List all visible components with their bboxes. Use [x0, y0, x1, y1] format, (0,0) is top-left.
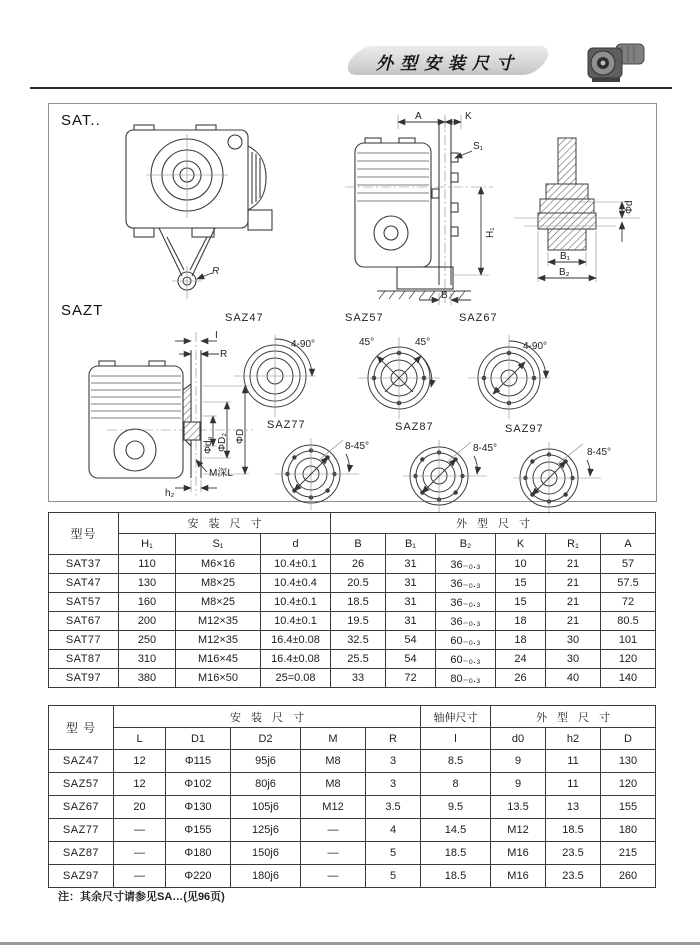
table-subheader-row: [49, 534, 656, 555]
table-cell: 21: [546, 593, 601, 612]
table-cell: 23.5: [546, 865, 601, 888]
column-header: L: [114, 728, 166, 750]
table-cell: M16×45: [176, 650, 261, 669]
table-cell: 180j6: [231, 865, 301, 888]
table-cell: 13.5: [491, 796, 546, 819]
flange-angle-label: 4-90°: [523, 341, 548, 352]
group-header-outline: 外型尺寸: [491, 706, 656, 728]
sat-bushing-section-drawing: [494, 132, 654, 290]
table-cell: 4: [366, 819, 421, 842]
page-footer-rule: [0, 942, 700, 945]
sazt-series-label: SAZT: [61, 302, 104, 319]
dim-label-k: K: [465, 111, 472, 122]
dim-label-a: A: [415, 111, 422, 122]
table-cell: 21: [546, 612, 601, 631]
table-cell: 130: [601, 750, 656, 773]
dim-label-phi-d-big: ΦD: [235, 428, 246, 444]
table-cell: 40: [546, 669, 601, 688]
table-cell: 9: [491, 750, 546, 773]
table-cell: 33: [331, 669, 386, 688]
column-header: l: [421, 728, 491, 750]
table-cell: 10.4±0.1: [261, 612, 331, 631]
table-cell: 3: [366, 750, 421, 773]
model-cell: SAZ97: [49, 865, 114, 888]
table-row: [49, 669, 656, 688]
table-cell: 23.5: [546, 842, 601, 865]
table-cell: 36₋₀.₃: [436, 574, 496, 593]
table-cell: 18.5: [421, 842, 491, 865]
table-cell: 60₋₀.₃: [436, 631, 496, 650]
column-header: B: [331, 534, 386, 555]
flange-angle-left-label: 45°: [359, 337, 375, 348]
table-cell: M8: [301, 750, 366, 773]
flange-saz67-drawing: [451, 309, 601, 421]
table-cell: 130: [119, 574, 176, 593]
table-cell: 26: [331, 555, 386, 574]
table-row: [49, 796, 656, 819]
column-header: K: [496, 534, 546, 555]
table-row: [49, 650, 656, 669]
dim-label-r2: R: [220, 349, 228, 360]
table-row: [49, 631, 656, 650]
table-cell: —: [301, 865, 366, 888]
table-row: [49, 819, 656, 842]
table-cell: —: [114, 842, 166, 865]
group-header-install: 安装尺寸: [119, 513, 331, 534]
table-cell: 9: [491, 773, 546, 796]
column-header-model: 型号: [49, 513, 119, 555]
table-cell: 21: [546, 574, 601, 593]
table-cell: 16.4±0.08: [261, 631, 331, 650]
table-cell: 18: [496, 631, 546, 650]
table-cell: M12: [491, 819, 546, 842]
table-cell: 32.5: [331, 631, 386, 650]
sat-dimensions-table: [48, 512, 656, 688]
table-cell: 26: [496, 669, 546, 688]
table-cell: —: [301, 819, 366, 842]
table-cell: 60₋₀.₃: [436, 650, 496, 669]
table-cell: 180: [601, 819, 656, 842]
flange-angle-label: 4-90°: [291, 339, 316, 350]
column-header: B₂: [436, 534, 496, 555]
table-cell: 9.5: [421, 796, 491, 819]
table-row: [49, 574, 656, 593]
table-cell: 260: [601, 865, 656, 888]
header-rule: [30, 87, 672, 89]
table-cell: 11: [546, 773, 601, 796]
table-cell: 101: [601, 631, 656, 650]
table-cell: 105j6: [231, 796, 301, 819]
table-cell: 19.5: [331, 612, 386, 631]
table-cell: 10.4±0.1: [261, 555, 331, 574]
model-cell: SAZ57: [49, 773, 114, 796]
flange-saz97-drawing: [497, 420, 647, 520]
table-cell: 15: [496, 574, 546, 593]
table-cell: 16.4±0.08: [261, 650, 331, 669]
dim-label-b: B: [441, 290, 448, 301]
column-header: h2: [546, 728, 601, 750]
column-header: S₁: [176, 534, 261, 555]
table-cell: 18: [496, 612, 546, 631]
flange-label: SAZ67: [459, 312, 498, 324]
table-cell: 12: [114, 750, 166, 773]
flange-label: SAZ77: [267, 419, 306, 431]
table-cell: —: [301, 842, 366, 865]
column-header: A: [601, 534, 656, 555]
table-cell: 54: [386, 650, 436, 669]
dim-label-b2: B₂: [559, 267, 570, 278]
sat-front-view-drawing: [104, 118, 309, 302]
table-cell: 25=0.08: [261, 669, 331, 688]
flange-angle-label: 8-45°: [345, 441, 370, 452]
table-cell: 120: [601, 773, 656, 796]
table-cell: 57: [601, 555, 656, 574]
dim-label-b1: B₁: [560, 251, 571, 262]
flange-saz77-drawing: [259, 416, 399, 516]
table-cell: 24: [496, 650, 546, 669]
flange-label: SAZ87: [395, 421, 434, 433]
model-cell: SAZ47: [49, 750, 114, 773]
table-cell: 95j6: [231, 750, 301, 773]
table-cell: 36₋₀.₃: [436, 555, 496, 574]
table-cell: 80.5: [601, 612, 656, 631]
flange-angle-right-label: 45°: [415, 337, 431, 348]
table-cell: 21: [546, 555, 601, 574]
table-cell: Φ115: [166, 750, 231, 773]
table-cell: M16: [491, 842, 546, 865]
model-cell: SAT67: [49, 612, 119, 631]
column-header: H₁: [119, 534, 176, 555]
table-cell: 200: [119, 612, 176, 631]
column-header: R: [366, 728, 421, 750]
table-header-row: [49, 513, 656, 534]
table-cell: Φ155: [166, 819, 231, 842]
table-cell: 31: [386, 555, 436, 574]
table-cell: M16×50: [176, 669, 261, 688]
table-cell: 36₋₀.₃: [436, 612, 496, 631]
model-cell: SAT87: [49, 650, 119, 669]
table-cell: 72: [386, 669, 436, 688]
model-cell: SAT77: [49, 631, 119, 650]
dim-label-phi-d2: ΦD₂: [217, 432, 228, 452]
dim-label-h1: H₁: [485, 227, 496, 238]
table-cell: Φ130: [166, 796, 231, 819]
table-cell: 25.5: [331, 650, 386, 669]
flange-label: SAZ97: [505, 423, 544, 435]
table-cell: 150j6: [231, 842, 301, 865]
table-cell: 160: [119, 593, 176, 612]
table-cell: 18.5: [331, 593, 386, 612]
page-title: 外型安装尺寸: [376, 54, 520, 73]
model-cell: SAZ77: [49, 819, 114, 842]
flange-label: SAZ57: [345, 312, 384, 324]
table-cell: —: [114, 865, 166, 888]
table-cell: 310: [119, 650, 176, 669]
flange-label: SAZ47: [225, 312, 264, 324]
column-header: R₁: [546, 534, 601, 555]
table-cell: 10.4±0.4: [261, 574, 331, 593]
table-cell: 155: [601, 796, 656, 819]
dim-label-s1: S₁: [473, 141, 484, 152]
table-cell: M6×16: [176, 555, 261, 574]
table-header-row: [49, 706, 656, 728]
table-cell: 110: [119, 555, 176, 574]
saz-dimensions-table: [48, 705, 656, 888]
model-cell: SAT47: [49, 574, 119, 593]
table-cell: 125j6: [231, 819, 301, 842]
sat-series-label: SAT..: [61, 112, 101, 129]
gearmotor-photo: [576, 34, 652, 88]
table-cell: M12×35: [176, 631, 261, 650]
column-header-model: 型 号: [49, 706, 114, 750]
table-cell: 31: [386, 574, 436, 593]
table-cell: 57.5: [601, 574, 656, 593]
table-cell: 13: [546, 796, 601, 819]
table-row: [49, 842, 656, 865]
table-cell: 15: [496, 593, 546, 612]
table-row: [49, 773, 656, 796]
table-cell: 18.5: [546, 819, 601, 842]
table-cell: 10.4±0.1: [261, 593, 331, 612]
table-cell: 20.5: [331, 574, 386, 593]
column-header: D2: [231, 728, 301, 750]
table-cell: 250: [119, 631, 176, 650]
table-cell: 12: [114, 773, 166, 796]
table-row: [49, 750, 656, 773]
table-cell: 72: [601, 593, 656, 612]
column-header: D1: [166, 728, 231, 750]
flange-angle-label: 8-45°: [473, 443, 498, 454]
table-cell: Φ102: [166, 773, 231, 796]
table-cell: 30: [546, 650, 601, 669]
table-cell: 3: [366, 773, 421, 796]
dim-label-h2: h₂: [165, 488, 175, 499]
group-header-install: 安装尺寸: [114, 706, 421, 728]
column-header: d: [261, 534, 331, 555]
table-cell: 8.5: [421, 750, 491, 773]
column-header: d0: [491, 728, 546, 750]
column-header: B₁: [386, 534, 436, 555]
table-cell: 18.5: [421, 865, 491, 888]
table-cell: 120: [601, 650, 656, 669]
flange-angle-label: 8-45°: [587, 447, 612, 458]
table-cell: 31: [386, 612, 436, 631]
table-cell: Φ180: [166, 842, 231, 865]
dim-label-r: R: [212, 266, 220, 277]
drawings-panel: [48, 103, 657, 502]
table-row: [49, 555, 656, 574]
table-cell: 140: [601, 669, 656, 688]
group-header-shaft: 轴伸尺寸: [421, 706, 491, 728]
table-cell: Φ220: [166, 865, 231, 888]
table-cell: 215: [601, 842, 656, 865]
model-cell: SAZ87: [49, 842, 114, 865]
model-cell: SAZ67: [49, 796, 114, 819]
dim-label-phi-d: Φd: [624, 200, 635, 214]
model-cell: SAT57: [49, 593, 119, 612]
table-cell: M8×25: [176, 574, 261, 593]
table-cell: M12×35: [176, 612, 261, 631]
table-row: [49, 865, 656, 888]
dim-label-i: I: [215, 330, 218, 341]
table-row: [49, 612, 656, 631]
column-header: M: [301, 728, 366, 750]
table-cell: 380: [119, 669, 176, 688]
table-row: [49, 593, 656, 612]
dim-label-m-depth: M深L: [209, 468, 233, 479]
table-cell: 8: [421, 773, 491, 796]
table-cell: 14.5: [421, 819, 491, 842]
column-header: D: [601, 728, 656, 750]
group-header-outline: 外型尺寸: [331, 513, 656, 534]
table-cell: 30: [546, 631, 601, 650]
table-cell: 20: [114, 796, 166, 819]
table-cell: 80₋₀.₃: [436, 669, 496, 688]
table-cell: 11: [546, 750, 601, 773]
table-cell: 10: [496, 555, 546, 574]
table-cell: M12: [301, 796, 366, 819]
model-cell: SAT97: [49, 669, 119, 688]
table-subheader-row: [49, 728, 656, 750]
table-cell: 54: [386, 631, 436, 650]
table-cell: 5: [366, 865, 421, 888]
table-cell: 36₋₀.₃: [436, 593, 496, 612]
footnote: 注：其余尺寸请参见SA…(见96页): [58, 891, 225, 903]
table-cell: 31: [386, 593, 436, 612]
model-cell: SAT37: [49, 555, 119, 574]
table-cell: 3.5: [366, 796, 421, 819]
table-cell: M16: [491, 865, 546, 888]
table-cell: —: [114, 819, 166, 842]
table-cell: M8×25: [176, 593, 261, 612]
table-cell: 5: [366, 842, 421, 865]
dim-label-phi-d0: Φd₀: [203, 436, 214, 454]
table-cell: M8: [301, 773, 366, 796]
table-cell: 80j6: [231, 773, 301, 796]
